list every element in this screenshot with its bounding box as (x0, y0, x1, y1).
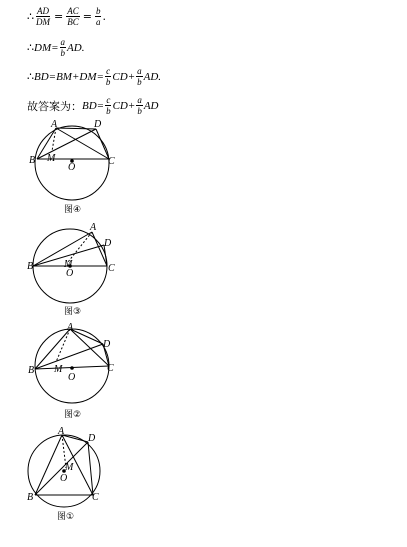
label-c-fig1: C (92, 492, 99, 503)
dm-equation: ∴ DM= $\frac{a}{b}$ AD. (27, 37, 85, 58)
caption-fig3: 图③ (64, 307, 82, 317)
answer-prefix: 故答案为： (27, 99, 82, 113)
fraction-c-b: $\frac{c}{b}$ (105, 66, 111, 87)
label-m-fig3: M (64, 259, 73, 270)
label-o-fig2: O (68, 372, 76, 383)
label-m-fig2: M (54, 364, 63, 375)
therefore-symbol: ∴ (27, 10, 34, 23)
figure-2 (35, 329, 109, 403)
label-m-fig1: M (65, 462, 74, 473)
label-d-fig1: D (88, 433, 96, 444)
fraction-ad-dm: $\frac{AD}{DM}$ (36, 6, 50, 27)
caption-fig2: 图② (64, 410, 82, 420)
label-a-fig3: A (90, 222, 97, 233)
label-a-fig2: A (67, 322, 74, 333)
fraction-b-a: $\frac{b}{a}$ (95, 6, 101, 27)
fraction-a-b: $\frac{a}{b}$ (60, 37, 66, 58)
fraction-ac-bc: $\frac{AC}{BC}$ (67, 6, 79, 27)
label-o-fig4: O (68, 162, 76, 173)
label-a-fig1: A (58, 426, 65, 437)
label-b-fig2: B (28, 365, 35, 376)
label-b-fig1: B (27, 492, 34, 503)
label-c-fig3: C (108, 263, 115, 274)
caption-fig4: 图④ (64, 205, 82, 215)
answer-line: 故答案为： BD= $\frac{c}{b}$ CD+ $\frac{a}{b}$ AD (27, 95, 159, 116)
caption-fig1: 图① (57, 512, 75, 522)
label-b-fig4: B (29, 155, 36, 166)
label-a-fig4: A (51, 119, 58, 130)
bd-equation: ∴ BD=BM+DM= $\frac{c}{b}$ CD+ $\frac{a}{b}$ AD. (27, 66, 162, 87)
label-m-fig4: M (47, 153, 56, 164)
fraction-a-b-2: $\frac{a}{b}$ (137, 66, 142, 87)
label-d-fig2: D (103, 339, 111, 350)
label-o-fig1: O (60, 473, 68, 484)
label-d-fig3: D (104, 238, 112, 249)
label-b-fig3: B (27, 261, 34, 272)
label-c-fig2: C (107, 363, 114, 374)
label-c-fig4: C (108, 156, 115, 167)
label-o-fig3: O (66, 268, 74, 279)
ratio-equation: ∴ $\frac{AD}{DM}$ = $\frac{AC}{BC}$ = $\frac{b}{a}$ . (27, 6, 106, 27)
label-d-fig4: D (94, 119, 102, 130)
